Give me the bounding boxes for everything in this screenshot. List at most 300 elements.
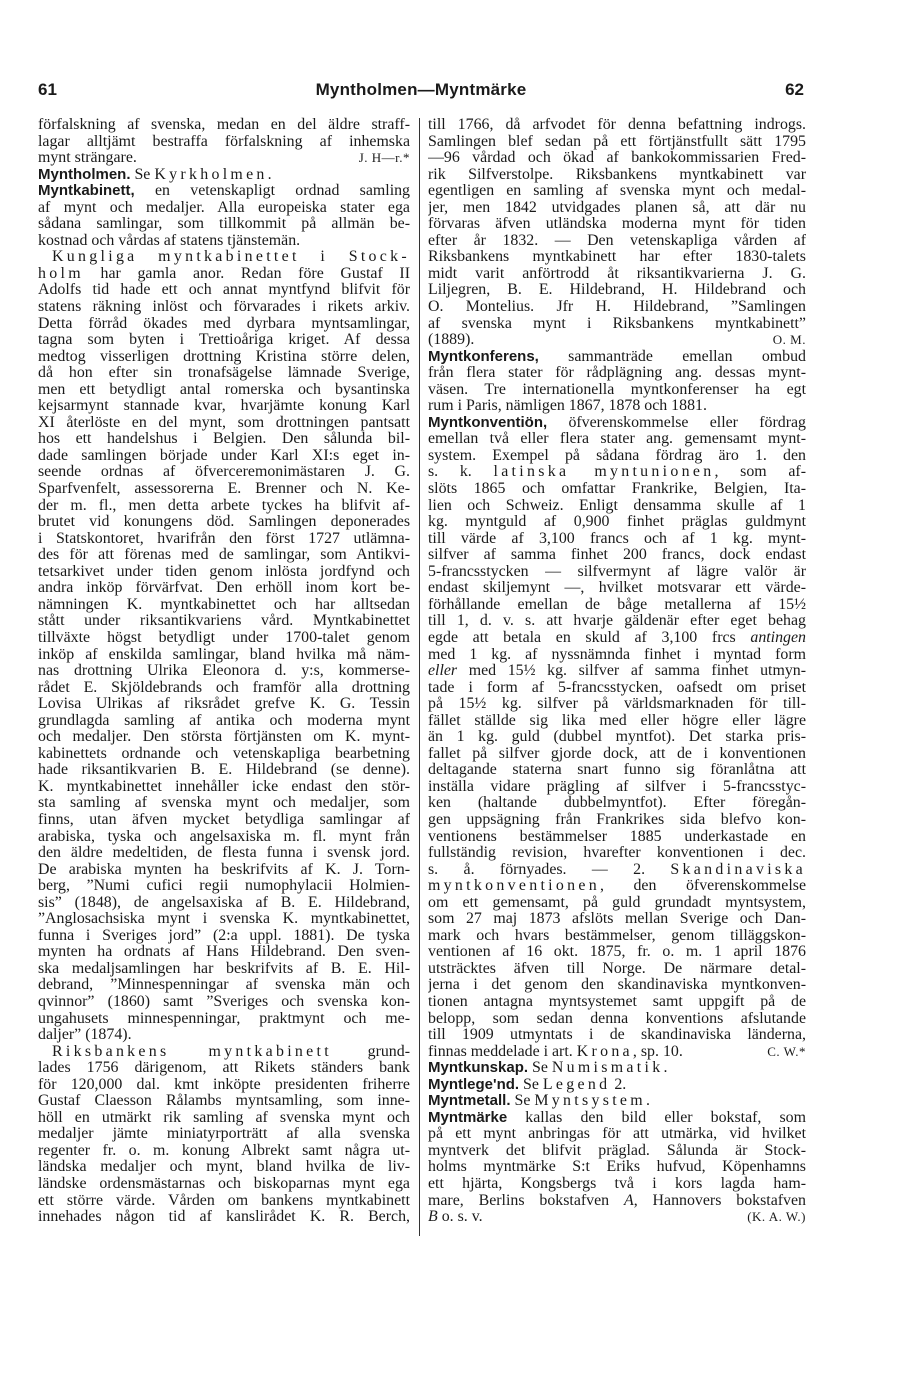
line-text: Gustaf Claesson Rålambs myntsamling, som inne- — [38, 1093, 410, 1110]
line-text: än 1 kg. guld (dubbel myntfot). Det starka pris- — [428, 729, 806, 746]
text-line — [428, 1093, 806, 1110]
text-line — [38, 498, 410, 515]
page-number-right: 62 — [785, 80, 804, 99]
text-line — [38, 1060, 410, 1077]
line-text: dade samlingen började under Karl XI:s eget in- — [38, 447, 410, 464]
text-line — [428, 829, 806, 846]
line-text: midt varit anförtrodd åt riksantikvarierna J. G. — [428, 265, 806, 282]
spaced-text: Numismatik — [551, 1060, 664, 1077]
line-text: förhållande emellan de båge metallerna af 15½ — [428, 596, 806, 613]
text-line — [428, 1110, 806, 1127]
text-line — [428, 382, 806, 399]
text-line — [428, 713, 806, 730]
line-text: egentligen en samling af svenska mynt och medal- — [428, 183, 806, 200]
line-text: statens räkning inlöst och förvarades i rikets arkiv. — [38, 299, 410, 316]
line-text: system. Exempel på sådana fördrag äro 1. den — [428, 447, 806, 464]
line-text: mynt strängare. — [38, 150, 137, 167]
text-line — [38, 829, 410, 846]
text-line — [38, 514, 410, 531]
text-line — [38, 200, 410, 217]
text-line — [428, 531, 806, 548]
text-line — [38, 746, 410, 763]
line-text: stått under riksantikvariens vård. Myntkabinettet — [38, 613, 410, 630]
text-line — [428, 134, 806, 151]
line-text: efter år 1832. — Den vetenskapliga vården af — [428, 232, 806, 249]
line-text: mynten ha ordnats af Hans Hildebrand. Den sven- — [38, 944, 410, 961]
text-line — [428, 928, 806, 945]
text-line — [428, 167, 806, 184]
entry-headword: Myntmetall. — [428, 1093, 511, 1110]
text-line — [428, 895, 806, 912]
line-text: ungahusets minnespenningar, praktmynt och me- — [38, 1010, 410, 1027]
text-line — [38, 415, 410, 432]
text-line — [38, 812, 410, 829]
text-line — [38, 1209, 410, 1226]
text-line — [38, 398, 410, 415]
line-text: på 15½ kg. silfver på världsmarknaden för till- — [428, 696, 806, 713]
line-text: Riksbankens myntkabinett har efter 1830-talets — [428, 249, 806, 266]
line-text: K. myntkabinettet innehåller icke endast den stör- — [38, 778, 410, 795]
line-text: Se — [528, 1060, 552, 1077]
line-text: fället ställde sig lika med eller högre eller lägre — [428, 712, 806, 729]
line-text: utsträcktes äfven till Norge. De närmare detal- — [428, 960, 806, 977]
line-text: grund- — [331, 1043, 410, 1060]
line-text: 2. — [610, 1076, 627, 1093]
line-text: nämningen K. myntkabinettet och har alltsedan — [38, 596, 410, 613]
line-text: jer, men 1842 utvidgades planen så, att där nu — [428, 199, 806, 216]
text-line — [428, 1027, 806, 1044]
italic-text: B — [428, 1209, 438, 1226]
line-text: kallas den bild eller bokstaf, som — [507, 1109, 806, 1126]
text-line — [428, 1044, 806, 1061]
text-line — [38, 762, 410, 779]
text-line — [38, 1044, 410, 1061]
text-line — [38, 299, 410, 316]
line-text: , sp. 10. — [632, 1043, 683, 1060]
author-signature: C. W.* — [767, 1043, 806, 1059]
text-line — [428, 663, 806, 680]
line-text: , den öfverenskommelse — [599, 878, 806, 895]
line-text: af mynt och medaljer. Alla europeiska stater ega — [38, 199, 410, 216]
author-signature: J. H—r.* — [358, 150, 410, 166]
line-text: finnas meddelade i art. — [428, 1043, 577, 1060]
text-line — [38, 332, 410, 349]
text-line — [38, 663, 410, 680]
text-line — [38, 233, 410, 250]
text-line — [428, 597, 806, 614]
line-text: har gamla anor. Redan före Gustaf II — [83, 265, 410, 282]
line-text: rum i Paris, nämligen 1867, 1878 och 1881. — [428, 398, 707, 415]
text-line — [428, 696, 806, 713]
text-line — [428, 564, 806, 581]
text-line — [38, 779, 410, 796]
text-line — [428, 1176, 806, 1193]
text-line — [38, 845, 410, 862]
text-line — [428, 233, 806, 250]
line-text: tagna som byten i Trettioåriga kriget. Af dessa — [38, 332, 410, 349]
text-line — [428, 481, 806, 498]
text-line — [38, 564, 410, 581]
line-text: innehades någon tid af kanslirådet K. R. Berch, — [38, 1209, 410, 1226]
line-text: slöts 1865 och omfattar Frankrike, Belgien, Ita- — [428, 481, 806, 498]
text-line — [38, 382, 410, 399]
spaced-text: Skandinaviska — [670, 861, 806, 878]
line-text: emellan två eller flera stater ang. gemensamt mynt- — [428, 431, 806, 448]
text-line — [428, 150, 806, 167]
line-text: Samlingen blef sedan på ett förtjänstfullt sätt 1795 — [428, 133, 806, 150]
spaced-text: Kungliga myntkabinettet i Stock- — [52, 249, 410, 266]
text-line — [38, 282, 410, 299]
text-line — [38, 795, 410, 812]
column-divider — [419, 118, 420, 1236]
text-line — [38, 713, 410, 730]
line-text: väsen. Tre internationella myntkonferenser ha egt — [428, 381, 806, 398]
line-text: då hon efter sin tronafsägelse lämnade Sverige, — [38, 365, 410, 382]
line-text: ett större värde. Vården om bankens myntkabinett — [38, 1192, 410, 1209]
line-text: Detta förråd ökades med dyrbara myntsamlingar, — [38, 315, 410, 332]
line-text: i Statskontoret, hvarifrån den först 1727 utlämna- — [38, 530, 410, 547]
text-line — [428, 431, 806, 448]
line-text: XI återlöste en del mynt, som drottningen pantsatt — [38, 414, 410, 431]
page-header — [38, 80, 804, 106]
text-line — [38, 977, 410, 994]
text-line — [38, 117, 410, 134]
line-text: andra inköp förvärfvat. Den erhöll inom kort be- — [38, 580, 410, 597]
line-text: och medaljer. Den största förtjänsten om K. mynt- — [38, 729, 410, 746]
text-line — [428, 498, 806, 515]
text-line — [38, 580, 410, 597]
line-text: De arabiska mynten ha beskrifvits af K. J. Torn- — [38, 861, 410, 878]
line-text: qvinnor” (1860) samt ”Sveriges och svenska kon- — [38, 993, 410, 1010]
line-text: till 1, d. v. s. att hvarje gäldenär efter eget behag — [428, 613, 806, 630]
text-line — [428, 183, 806, 200]
line-text: inköp af enskilda samlingar, bland hvilka må näm- — [38, 646, 410, 663]
text-line — [428, 845, 806, 862]
text-line — [428, 862, 806, 879]
text-line — [428, 117, 806, 134]
text-line — [38, 183, 410, 200]
text-line — [38, 1093, 410, 1110]
text-line — [428, 1209, 806, 1226]
line-text: myntverk det blifvit präglad. Sålunda är Stock- — [428, 1142, 806, 1159]
line-text: ska medaljsamlingen har beskrifvits af B. E. Hil- — [38, 960, 410, 977]
text-line — [428, 944, 806, 961]
text-line — [428, 795, 806, 812]
text-line — [38, 928, 410, 945]
line-text: s. k. — [428, 464, 494, 481]
line-text: ländska medaljer och mynt, bland hvilka de liv- — [38, 1159, 410, 1176]
line-text: sammanträde emellan ombud — [538, 348, 806, 365]
text-line — [428, 613, 806, 630]
line-text: ”Anglosachsiska mynt i svenska K. myntkabinettet, — [38, 911, 410, 928]
line-text: medtog visserligen drottning Kristina större delen, — [38, 348, 410, 365]
line-text: ken (haltande dubbelmyntfot). Efter föregån- — [428, 795, 806, 812]
line-text: brutet vid konungens död. Samlingen deponerades — [38, 514, 410, 531]
text-line — [428, 812, 806, 829]
line-text: o. s. v. — [437, 1209, 483, 1226]
text-line — [38, 1027, 410, 1044]
line-text: lagar alltjämt bestraffa förfalskning af inhemska — [38, 133, 410, 150]
line-text: sta samling af svenska mynt och medaljer, som — [38, 795, 410, 812]
text-line — [38, 961, 410, 978]
text-line — [38, 944, 410, 961]
line-text: . — [645, 1093, 650, 1110]
line-text: regenter fr. o. m. konung Albrekt samt några ut- — [38, 1142, 410, 1159]
text-line — [428, 1143, 806, 1160]
text-line — [428, 630, 806, 647]
line-text: medaljer jämte miniatyrporträtt af alla svenska — [38, 1126, 410, 1143]
line-text: kejsarmynt stannade kvar, hvarjämte konung Karl — [38, 398, 410, 415]
line-text: öfverenskommelse eller fördrag — [547, 414, 806, 431]
line-text: 5-francsstycken — silfvermynt af lägre valör är — [428, 563, 806, 580]
line-text: tillväxte högst betydligt under 1700-talet genom — [38, 629, 410, 646]
line-text: förvaras äfven utländska moderna mynt för tiden — [428, 216, 806, 233]
text-line — [428, 266, 806, 283]
line-text: till 1909 utmyntats i de skandinaviska länderna, — [428, 1027, 806, 1044]
line-text: des för att förenas med de samlingar, som Antikvi- — [38, 547, 410, 564]
line-text: Sparfvenfelt, assessorerna E. Brenner och N. Ke- — [38, 481, 410, 498]
line-text: kostnad och vårdas af statens tjänstemän. — [38, 232, 301, 249]
italic-text: eller — [428, 663, 458, 680]
text-line — [38, 862, 410, 879]
line-text: rik Silfverstolpe. Riksbankens myntkabinett var — [428, 166, 806, 183]
line-text: till 1766, då arfvodet för denna befattning indrogs. — [428, 117, 806, 133]
line-text: som 27 maj 1873 afslöts mellan Sverige och Dan- — [428, 911, 806, 928]
line-text: nas drottning Ulrika Eleonora d. y:s, kommerse- — [38, 663, 410, 680]
text-line — [428, 977, 806, 994]
entry-headword: Myntholmen. — [38, 166, 131, 183]
text-line — [428, 1193, 806, 1210]
text-line — [428, 349, 806, 366]
italic-text: A — [623, 1192, 634, 1209]
text-line — [428, 249, 806, 266]
spaced-text: latinska myntunionen — [493, 464, 715, 481]
text-line — [38, 630, 410, 647]
text-line — [38, 1077, 410, 1094]
entry-headword: Myntkabinett, — [38, 183, 135, 200]
line-text: deltagande staterna snart funno sig föranlåtna att — [428, 762, 806, 779]
text-line — [38, 464, 410, 481]
text-line — [38, 729, 410, 746]
spaced-text: Legend — [542, 1076, 611, 1093]
line-text: jerna i det genom den skandinaviska myntkonven- — [428, 977, 806, 994]
text-line — [428, 729, 806, 746]
spaced-text: Krona — [576, 1043, 633, 1060]
italic-text: antingen — [750, 629, 806, 646]
text-line — [38, 1193, 410, 1210]
spaced-text: Riksbankens myntkabinett — [52, 1043, 332, 1060]
text-line — [38, 167, 410, 184]
text-line — [428, 1060, 806, 1077]
line-text: tionen antagna myntsystemet samt uppgift på de — [428, 993, 806, 1010]
text-line — [38, 547, 410, 564]
line-text: höll en utmärkt rik samling af svenska mynt och — [38, 1109, 410, 1126]
line-text: mare, Berlins bokstafven — [428, 1192, 624, 1209]
line-text: Se — [519, 1076, 543, 1093]
line-text: seende ordnas af öfverceremonimästaren J. G. — [38, 464, 410, 481]
line-text: med 1 kg. af nyssnämnda finhet i myntad form — [428, 646, 806, 663]
text-line — [428, 514, 806, 531]
line-text: tetsarkivet under tiden genom inlösta jordfynd och — [38, 563, 410, 580]
line-text: holms myntmärke S:t Eriks hufvud, Köpenhamns — [428, 1159, 806, 1176]
line-text: berg, ”Numi cufici regii numophylacii Holmien- — [38, 878, 410, 895]
line-text: ländske ordensmästarnas och biskoparnas mynt ega — [38, 1176, 410, 1192]
line-text: men ett betydligt antal romerska och bysantinska — [38, 381, 410, 398]
text-line — [428, 779, 806, 796]
line-text: mark och hvars bestämmelser, genom tilläggskon- — [428, 927, 806, 944]
line-text: hos ett handelshus i Belgien. Den sålunda bil- — [38, 431, 410, 448]
line-text: med 15½ kg. silfver af samma finhet utmyn- — [457, 663, 806, 680]
text-line — [428, 1011, 806, 1028]
text-line — [428, 680, 806, 697]
text-line — [38, 531, 410, 548]
line-text: förfalskning af svenska, medan en del äldre straff- — [38, 117, 410, 133]
line-text: lades 1756 därigenom, att Rikets ständers bank — [38, 1060, 410, 1077]
line-text: , Hannovers bokstafven — [633, 1192, 806, 1209]
text-line — [428, 365, 806, 382]
text-line — [428, 216, 806, 233]
text-line — [428, 580, 806, 597]
text-line — [38, 216, 410, 233]
line-text: O. Montelius. Jfr H. Hildebrand, ”Samlingen — [428, 299, 806, 316]
line-text: till värde af 3,100 francs och af 1 kg. mynt- — [428, 530, 806, 547]
text-line — [38, 266, 410, 283]
text-line — [38, 647, 410, 664]
spaced-text: myntkonventionen — [428, 878, 600, 895]
line-text: , som af- — [714, 464, 806, 481]
text-line — [428, 911, 806, 928]
line-text: finns, utan äfven mycket betydliga samlingar af — [38, 811, 410, 828]
line-text: —96 vårdad och ökad af bankokommissarien Fred- — [428, 150, 806, 167]
text-line — [38, 878, 410, 895]
line-text: egde att betala en skuld af 3,100 frcs — [428, 629, 751, 646]
line-text: tade i form af 5-francsstycken, oafsedt om priset — [428, 679, 806, 696]
line-text: belopp, som sedan denna konventions afslutande — [428, 1010, 806, 1027]
text-line — [38, 249, 410, 266]
text-line — [38, 597, 410, 614]
text-line — [428, 200, 806, 217]
line-text: arabiska, tyska och angelsaxiska m. fl. mynt från — [38, 828, 410, 845]
line-text: Adolfs tid hade ett och annat myntfynd blifvit för — [38, 282, 410, 299]
text-line — [428, 282, 806, 299]
line-text: funna i Sveriges jord” (2:a uppl. 1881). De tyska — [38, 927, 410, 944]
text-line — [428, 464, 806, 481]
text-line — [38, 481, 410, 498]
line-text: Liljegren, B. E. Hildebrand, H. Hildebrand och — [428, 282, 806, 299]
line-text: från flera stater för rådplägning ang. dessas mynt- — [428, 365, 806, 382]
text-line — [38, 365, 410, 382]
line-text: lien och Schweiz. Enligt densamma skulle af 1 — [428, 497, 806, 514]
text-line — [38, 316, 410, 333]
text-line — [38, 1159, 410, 1176]
line-text: ett hjärta, Kongsbergs två i kors lagda ham- — [428, 1176, 806, 1192]
text-line — [38, 150, 410, 167]
author-signature: O. M. — [772, 332, 806, 348]
line-text: inställa vidare prägling af silfver i 5-francsstyc- — [428, 778, 806, 795]
text-line — [428, 398, 806, 415]
entry-headword: Myntkunskap. — [428, 1060, 529, 1077]
text-line — [38, 680, 410, 697]
line-text: fullständig revision, hvarefter konventionen i dec. — [428, 845, 806, 862]
line-text: för 120,000 dal. kmt inköpte presidenten friherre — [38, 1076, 410, 1093]
text-line — [428, 547, 806, 564]
line-text: Lovisa Ulrikas af riksrådet grefve K. G. Tessin — [38, 696, 410, 713]
text-line — [428, 415, 806, 432]
line-text: daljer” (1874). — [38, 1027, 132, 1044]
entry-headword: Myntmärke — [428, 1109, 508, 1126]
text-line — [428, 762, 806, 779]
text-line — [428, 1126, 806, 1143]
line-text: kabinettets ordnande och vetenskapliga bearbetning — [38, 745, 410, 762]
text-line — [428, 878, 806, 895]
left-column — [38, 117, 410, 1226]
text-line — [428, 1159, 806, 1176]
text-line — [428, 448, 806, 465]
line-text: . — [267, 166, 272, 183]
text-line — [38, 134, 410, 151]
line-text: . — [663, 1060, 668, 1077]
right-column — [428, 117, 806, 1226]
line-text: om ett gemensamt, på guld grundadt myntsystem, — [428, 894, 806, 911]
line-text: sis” (1848), de angelsaxiska af B. E. Hildebrand, — [38, 894, 410, 911]
text-line — [38, 349, 410, 366]
text-line — [38, 613, 410, 630]
spaced-text: Myntsystem — [534, 1093, 646, 1110]
line-text: Se — [130, 166, 155, 183]
line-text: endast skiljemynt —, hvilket motsvarar ett värde- — [428, 580, 806, 597]
text-line — [428, 316, 806, 333]
text-line — [38, 895, 410, 912]
entry-headword: Myntkonferens, — [428, 348, 539, 365]
text-line — [38, 1110, 410, 1127]
text-line — [38, 1176, 410, 1193]
line-text: kg. myntguld af 0,900 finhet präglas guldmynt — [428, 514, 806, 531]
line-text: fallet på silfver gjorde dock, att de i konventionen — [428, 745, 806, 762]
text-line — [38, 1011, 410, 1028]
line-text: (1889). — [428, 332, 475, 349]
author-signature: (K. A. W.) — [747, 1209, 806, 1225]
text-line — [38, 1126, 410, 1143]
text-line — [428, 299, 806, 316]
text-line — [38, 994, 410, 1011]
spaced-text: holm — [38, 265, 84, 282]
text-line — [428, 647, 806, 664]
text-line — [38, 1143, 410, 1160]
line-text: grundlagda samling af antika och moderna mynt — [38, 712, 410, 729]
line-text: hade riksantikvarien B. E. Hildebrand (se denne). — [38, 762, 410, 779]
text-line — [428, 1077, 806, 1094]
entry-headword: Myntlege'nd. — [428, 1076, 520, 1093]
line-text: ventionen af 16 okt. 1875, fr. o. m. 1 april 1876 — [428, 944, 806, 961]
line-text: debrand, ”Minnespenningar af svenska män och — [38, 977, 410, 994]
line-text: Se — [510, 1093, 535, 1110]
text-line — [428, 994, 806, 1011]
line-text: sådana samlingar, som tillkommit på allmän be- — [38, 216, 410, 233]
line-text: s. å. förnyades. — 2. — [428, 861, 671, 878]
text-line — [428, 746, 806, 763]
text-line — [38, 431, 410, 448]
text-line — [38, 696, 410, 713]
line-text: silfver af samma finhet 200 francs, dock endast — [428, 547, 806, 564]
page-number-left: 61 — [38, 80, 57, 99]
line-text: af svenska mynt i Riksbankens myntkabinett” — [428, 315, 806, 332]
running-title: Myntholmen—Myntmärke — [315, 80, 527, 99]
line-text: på ett mynt anbringas för att utmärka, vid hvilket — [428, 1126, 806, 1143]
line-text: der m. fl., men detta arbete tyckes ha blifvit af- — [38, 497, 410, 514]
spaced-text: Kyrkholmen — [154, 166, 268, 183]
text-line — [38, 911, 410, 928]
line-text: rådet E. Skjöldebrands och framför alla drottning — [38, 679, 410, 696]
